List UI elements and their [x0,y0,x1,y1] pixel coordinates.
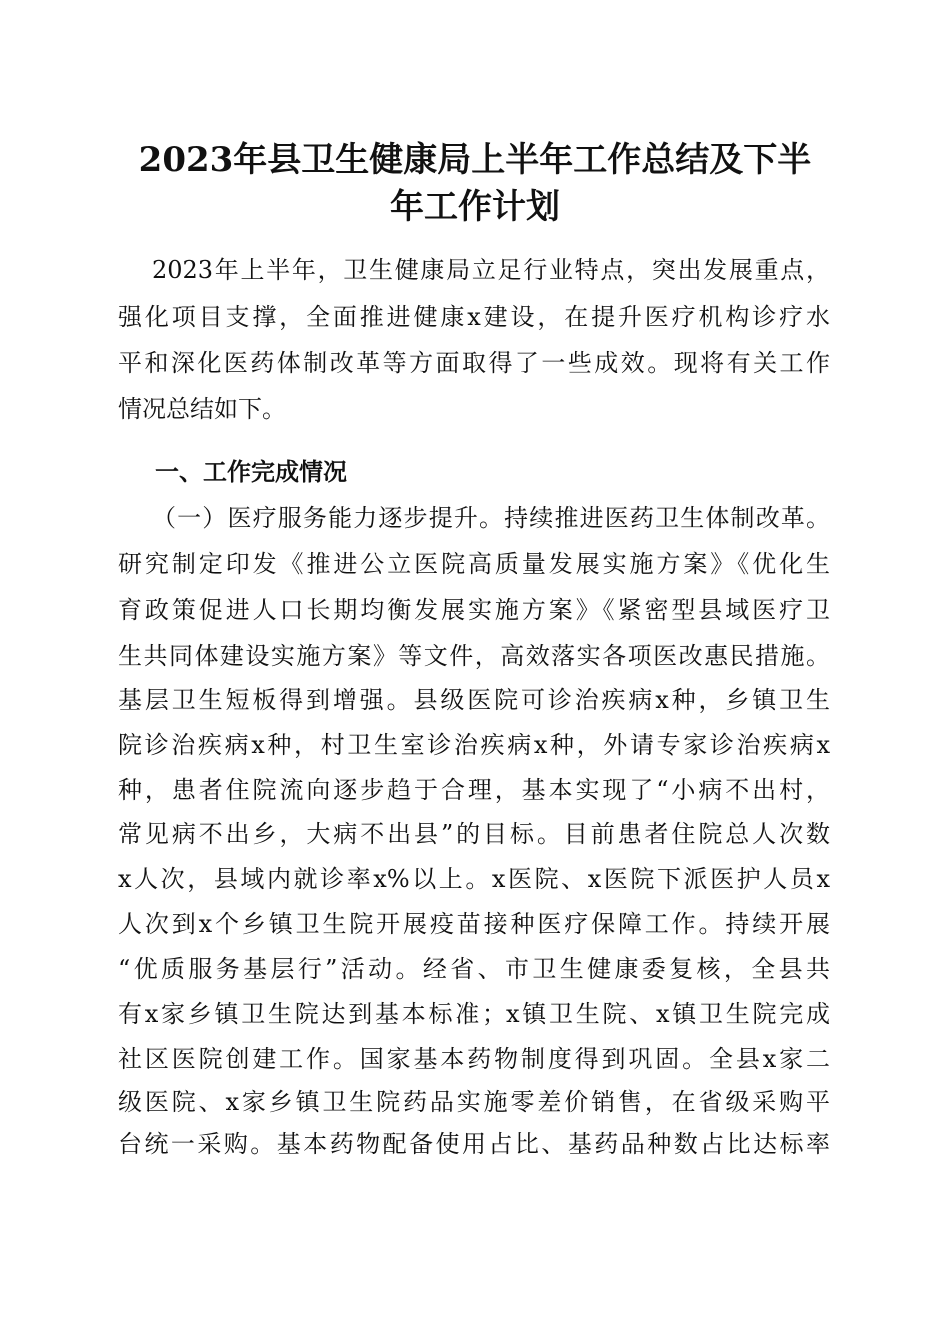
text-line: 生共同体建设实施方案》等文件，高效落实各项医改惠民措施。 [118,642,830,670]
text-line: 级医院、x家乡镇卫生院药品实施零差价销售，在省级采购平 [118,1088,830,1116]
text-line: 育政策促进人口长期均衡发展实施方案》《紧密型县域医疗卫 [118,596,830,624]
section-heading: 一、工作完成情况 [155,458,347,486]
text-line: 2023年上半年，卫生健康局立足行业特点，突出发展重点， [152,256,830,284]
text-line: （一）医疗服务能力逐步提升。持续推进医药卫生体制改革。 [152,504,830,532]
text-line: 常见病不出乡，大病不出县”的目标。目前患者住院总人次数 [118,820,830,848]
text-line: 台统一采购。基本药物配备使用占比、基药品种数占比达标率 [118,1130,830,1158]
text-line: 情况总结如下。 [118,395,286,423]
text-line: 平和深化医药体制改革等方面取得了一些成效。现将有关工作 [118,349,830,377]
text-line: 强化项目支撑，全面推进健康x建设，在提升医疗机构诊疗水 [118,303,830,331]
text-line: 研究制定印发《推进公立医院高质量发展实施方案》《优化生 [118,550,830,578]
text-line: 有x家乡镇卫生院达到基本标准；x镇卫生院、x镇卫生院完成 [118,1000,830,1028]
text-line: 院诊治疾病x种，村卫生室诊治疾病x种，外请专家诊治疾病x [118,731,830,759]
text-line: “优质服务基层行”活动。经省、市卫生健康委复核，全县共 [118,955,830,983]
text-line: 种，患者住院流向逐步趋于合理，基本实现了“小病不出村， [118,776,830,804]
text-line: x人次，县域内就诊率x%以上。x医院、x医院下派医护人员x [118,865,830,893]
document-title-line-1: 2023年县卫生健康局上半年工作总结及下半 [138,140,812,180]
text-line: 社区医院创建工作。国家基本药物制度得到巩固。全县x家二 [118,1045,830,1073]
document-title-line-2: 年工作计划 [390,187,560,227]
text-line: 人次到x个乡镇卫生院开展疫苗接种医疗保障工作。持续开展 [118,910,830,938]
text-line: 基层卫生短板得到增强。县级医院可诊治疾病x种，乡镇卫生 [118,686,830,714]
